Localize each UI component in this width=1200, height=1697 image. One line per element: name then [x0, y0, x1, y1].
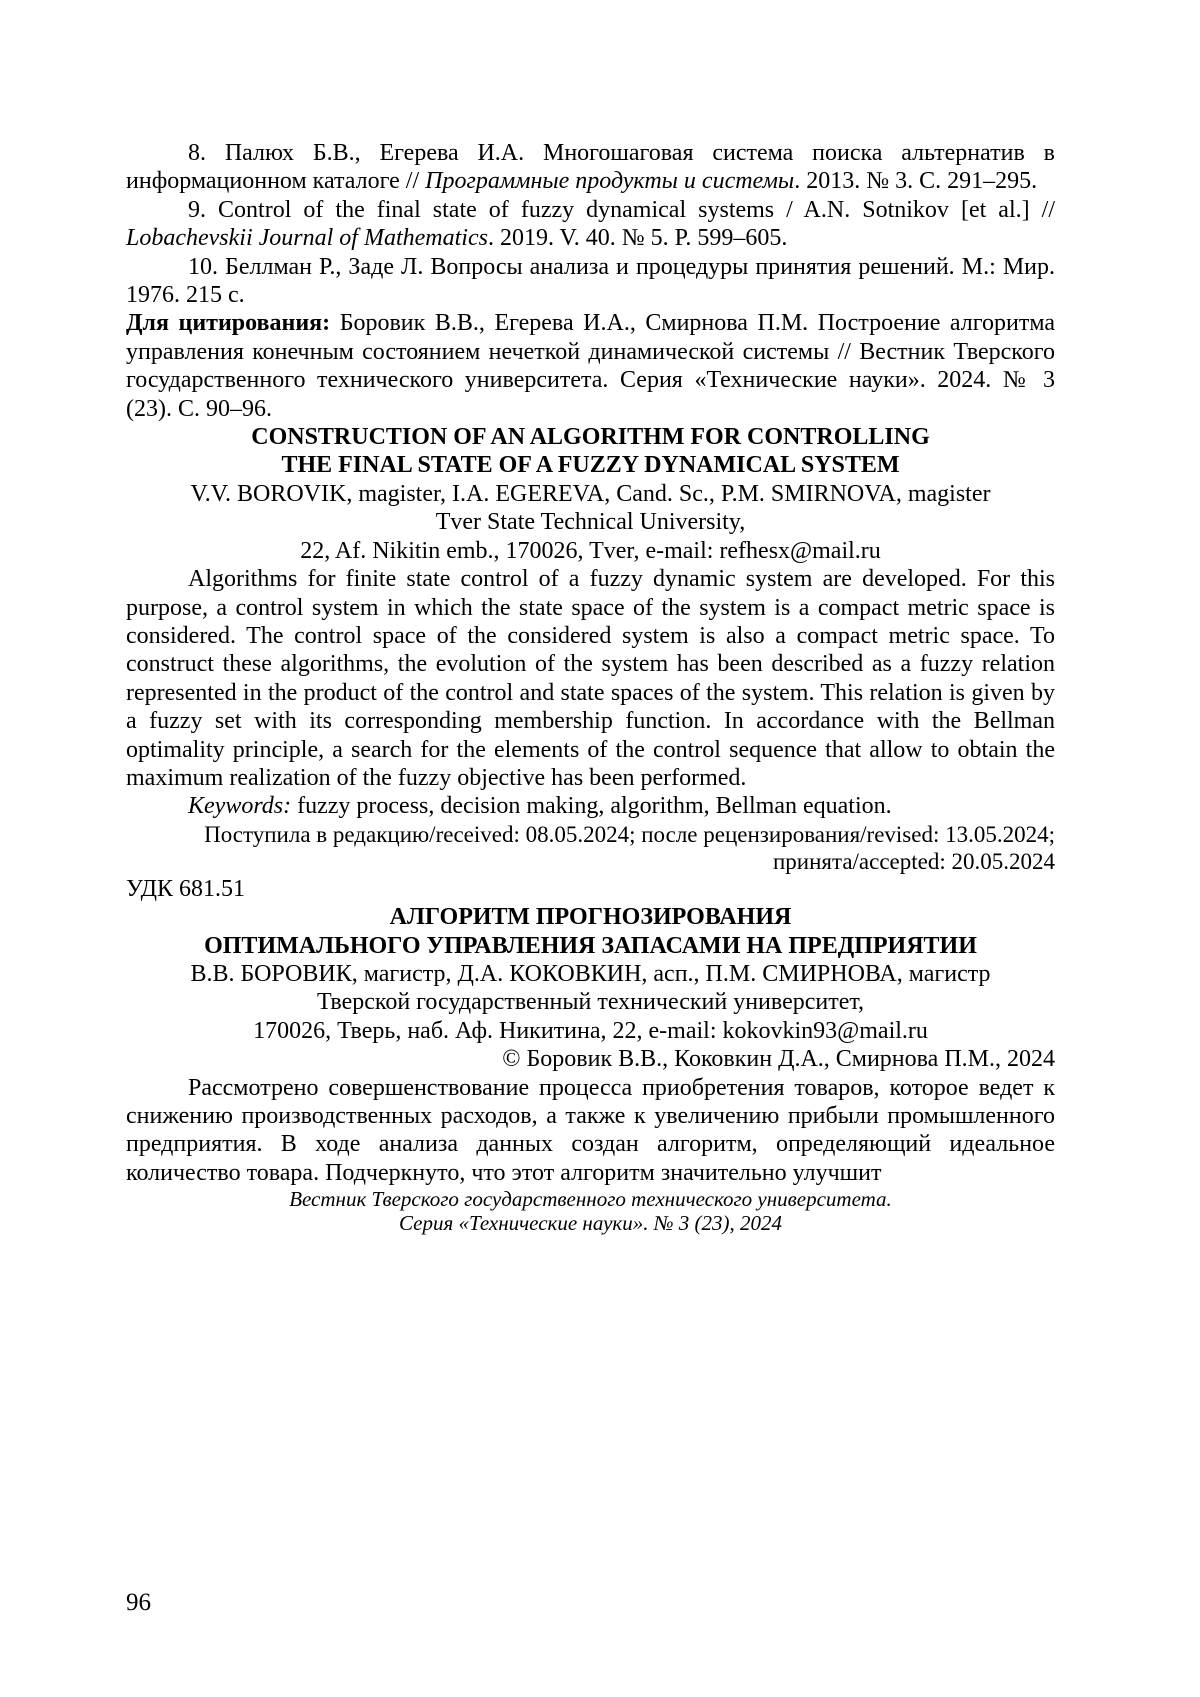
article-title-en-line1: CONSTRUCTION OF AN ALGORITHM FOR CONTROLLING [251, 424, 930, 451]
affiliation-en-line1: Tver State Technical University, [435, 509, 746, 536]
authors-ru: В.В. БОРОВИК, магистр, Д.А. КОКОВКИН, асп., П.М. СМИРНОВА, магистр [190, 960, 991, 987]
affiliation-en-line2: 22, Af. Nikitin emb., 170026, Tver, e-mail: refhesx@mail.ru [300, 537, 881, 564]
accepted-line: принята/accepted: 20.05.2024 [772, 848, 1055, 874]
affiliation-ru [126, 988, 1055, 1045]
abstract-en: Algorithms for finite state control of a fuzzy dynamic system are developed. For this purpose, a control system in which the state space of the system is a compact metric space is considered. The control space of the considered system is also a compact metric space. To construct these algorithms, the evolution of the system has been described as a fuzzy relation represented in the product of the control and state spaces of the system. This relation is given by a fuzzy set with its corresponding membership function. In accordance with the Bellman optimality principle, a search for the elements of the control sequence that allow to obtain the maximum realization of the fuzzy objective has been performed. [126, 566, 1055, 791]
article-title-ru [126, 903, 1055, 960]
reference-item-8 [126, 139, 1055, 196]
journal-footer-line1: Вестник Тверского государственного технического университета. [289, 1187, 892, 1212]
reference-text: . 2013. № 3. С. 291–295. [794, 168, 1038, 195]
copyright-line: © Боровик В.В., Коковкин Д.А., Смирнова П.М., 2024 [502, 1046, 1055, 1073]
abstract-ru: Рассмотрено совершенствование процесса приобретения товаров, которое ведет к снижению производственных расходов, а также к увеличению прибыли промышленного предприятия. В ходе анализа данных создан алгоритм, определяющий идеальное количество товара. Подчеркнуто, что этот алгоритм значительно улучшит [126, 1074, 1055, 1186]
page-content [126, 139, 1055, 1235]
reference-text: . 2019. V. 40. № 5. P. 599–605. [487, 225, 788, 252]
article-title-ru-line2: ОПТИМАЛЬНОГО УПРАВЛЕНИЯ ЗАПАСАМИ НА ПРЕДПРИЯТИИ [204, 932, 977, 959]
page-number: 96 [126, 1589, 151, 1616]
journal-footer-line2: Серия «Технические науки». № 3 (23), 2024 [398, 1211, 783, 1236]
article-title-en [126, 423, 1055, 480]
article-title-en-line2: THE FINAL STATE OF A FUZZY DYNAMICAL SYSTEM [281, 452, 900, 479]
keywords-text: fuzzy process, decision making, algorithm, Bellman equation. [291, 793, 892, 820]
journal-footer [126, 1187, 1055, 1235]
reference-text: 10. Беллман Р., Заде Л. Вопросы анализа и процедуры принятия решений. М.: Мир. 1976. 215 с. [126, 253, 1055, 309]
udc-code: УДК 681.51 [126, 875, 245, 902]
reference-item-9 [126, 196, 1055, 253]
citation-text: Боровик В.В., Егерева И.А., Смирнова П.М. Построение алгоритма управления конечным состоянием нечеткой динамической системы // Вестник Тверского государственного технического университета. Серия «Технические науки». 2024. № 3 (23). С. 90–96. [126, 310, 1056, 422]
reference-text: 9. Control of the final state of fuzzy dynamical systems / A.N. Sotnikov [et al.] // [188, 196, 1055, 223]
keywords-line [126, 792, 1055, 820]
authors-en: V.V. BOROVIK, magister, I.A. EGEREVA, Cand. Sc., P.M. SMIRNOVA, magister [190, 480, 991, 507]
article-title-ru-line1: АЛГОРИТМ ПРОГНОЗИРОВАНИЯ [389, 904, 792, 931]
dates-block [126, 821, 1055, 875]
affiliation-ru-line1: Тверской государственный технический университет, [316, 989, 865, 1016]
citation-label: Для цитирования: [126, 310, 331, 337]
reference-journal-title: Программные продукты и системы [425, 168, 795, 195]
citation-block [126, 309, 1055, 423]
reference-journal-title: Lobachevskii Journal of Mathematics [126, 225, 488, 252]
references-section [126, 139, 1055, 309]
affiliation-ru-line2: 170026, Тверь, наб. Аф. Никитина, 22, e-mail: kokovkin93@mail.ru [253, 1017, 928, 1044]
keywords-label: Keywords: [188, 793, 292, 820]
reference-item-10 [126, 253, 1055, 310]
reference-text: 8. Палюх Б.В., Егерева И.А. Многошаговая система поиска альтернатив в информационном каталоге // [126, 140, 1055, 195]
affiliation-en [126, 508, 1055, 565]
received-revised-line: Поступила в редакцию/received: 08.05.2024; после рецензирования/revised: 13.05.2024; [204, 821, 1055, 847]
